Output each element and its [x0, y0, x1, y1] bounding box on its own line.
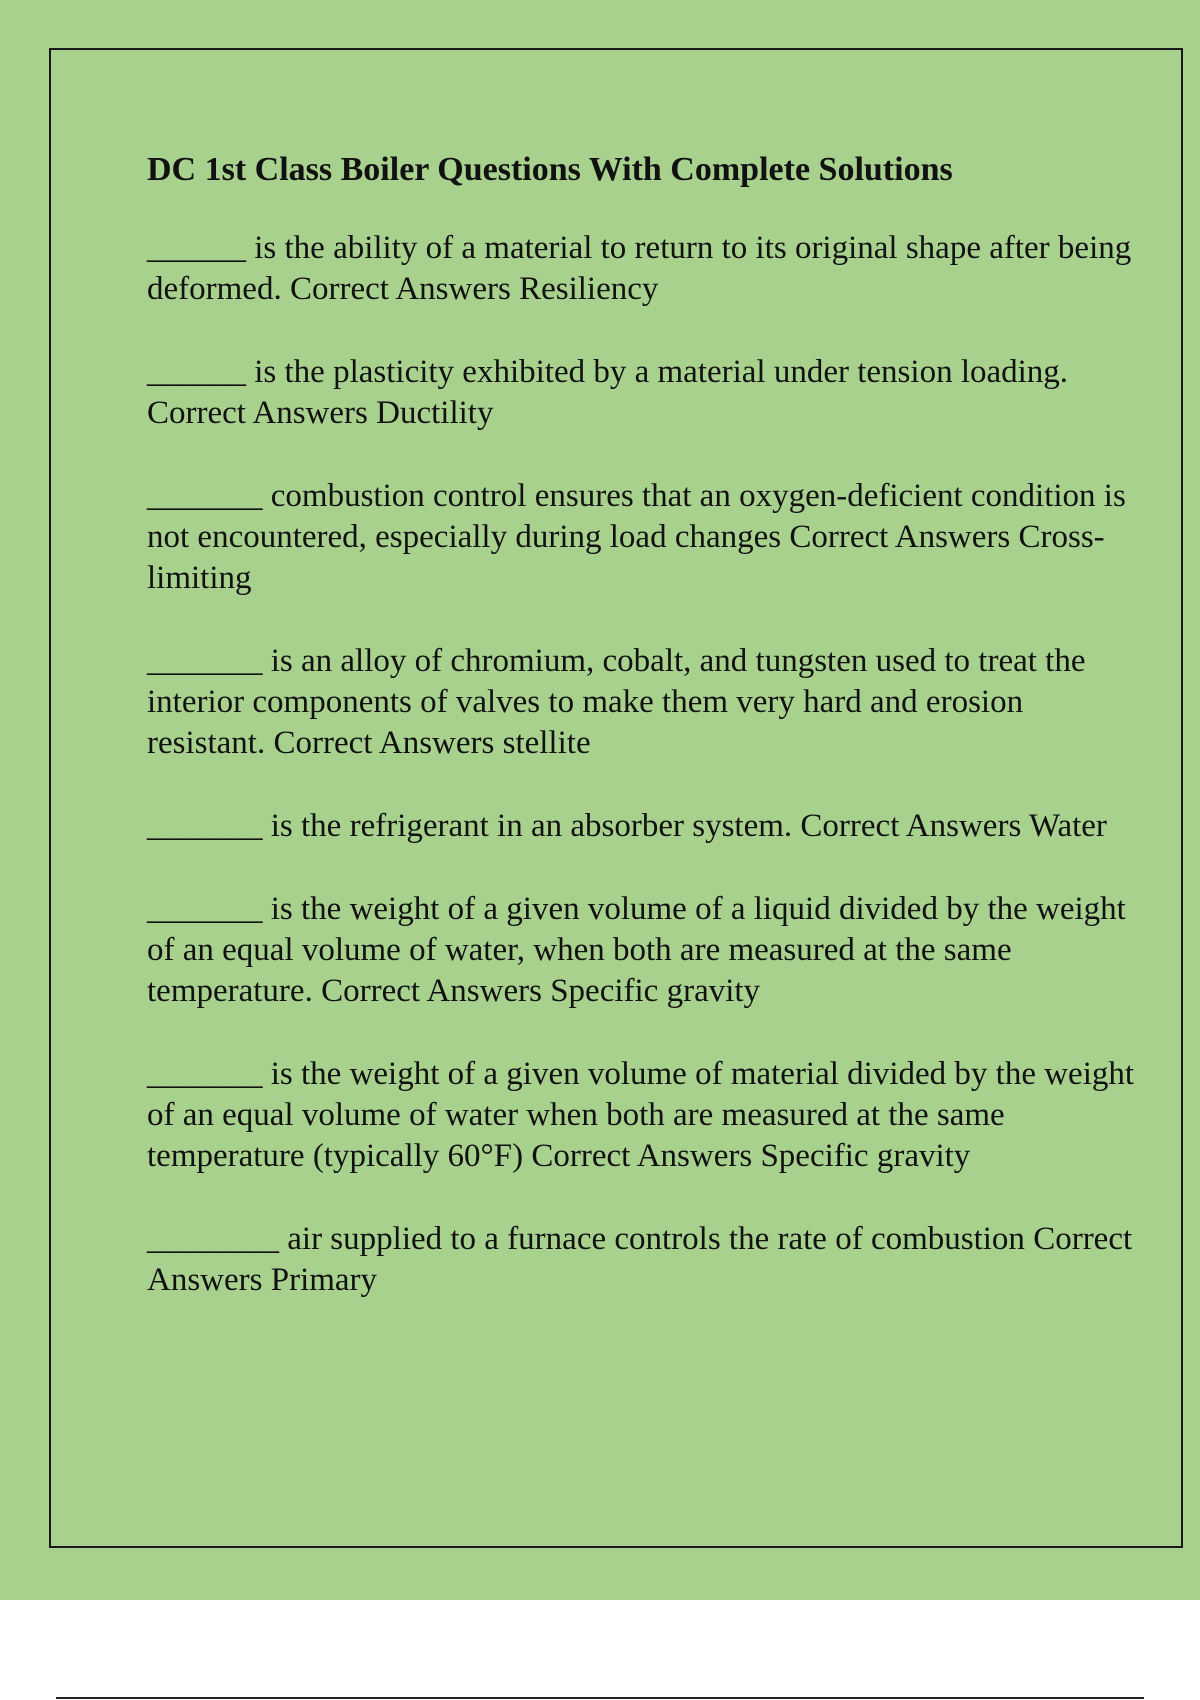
question-item-2	[147, 352, 1147, 434]
question-item-4	[147, 641, 1147, 764]
document-content	[147, 150, 1147, 1343]
answer-label: Correct Answers	[273, 725, 495, 761]
answer-label: Correct Answers	[531, 1138, 753, 1174]
answer-text: stellite	[502, 725, 591, 761]
question-prompt: _______ is an alloy of chromium, cobalt, and tungsten used to treat the interior components of valves to make them very hard and erosion resistant.	[147, 643, 1094, 761]
question-prompt: _______ is the weight of a given volume of material divided by the weight of an equal volume of water when both are measured at the same temperature (typically 60°F)	[147, 1056, 1143, 1174]
footer-divider	[56, 1697, 1144, 1699]
question-item-3	[147, 476, 1147, 599]
answer-text: Specific gravity	[550, 973, 761, 1009]
answer-label: Correct Answers	[147, 1221, 1139, 1298]
question-item-8	[147, 1219, 1147, 1301]
document-title: DC 1st Class Boiler Questions With Complete Solutions	[147, 151, 953, 188]
answer-text: Specific gravity	[760, 1138, 971, 1174]
answer-label: Correct Answers	[800, 808, 1022, 844]
answer-label: Correct Answers	[147, 395, 368, 431]
question-prompt: ______ is the ability of a material to return to its original shape after being deformed.	[147, 230, 1140, 307]
question-item-7	[147, 1054, 1147, 1177]
question-prompt: _______ is the refrigerant in an absorber system.	[147, 808, 793, 844]
answer-label: Correct Answers	[289, 271, 511, 307]
answer-text: Water	[1028, 808, 1107, 844]
answer-text: Primary	[270, 1262, 378, 1298]
question-item-5	[147, 806, 1147, 847]
question-item-1	[147, 228, 1147, 310]
answer-text: Cross-limiting	[147, 519, 1105, 596]
answer-label: Correct Answers	[321, 973, 542, 1009]
answer-text: Resiliency	[519, 271, 659, 307]
question-item-6	[147, 889, 1147, 1012]
document-frame	[49, 48, 1183, 1548]
question-prompt: ________ air supplied to a furnace controls the rate of combustion	[147, 1221, 1025, 1257]
answer-text: Ductility	[376, 395, 494, 431]
question-prompt: _______ combustion control ensures that an oxygen-deficient condition is not encountered, especially during load changes	[147, 478, 1135, 555]
question-prompt: _______ is the weight of a given volume of a liquid divided by the weight of an equal volume of water, when both are measured at the same temperature.	[147, 891, 1135, 1009]
question-prompt: ______ is the plasticity exhibited by a material under tension loading.	[147, 354, 1069, 390]
answer-label: Correct Answers	[789, 519, 1011, 555]
